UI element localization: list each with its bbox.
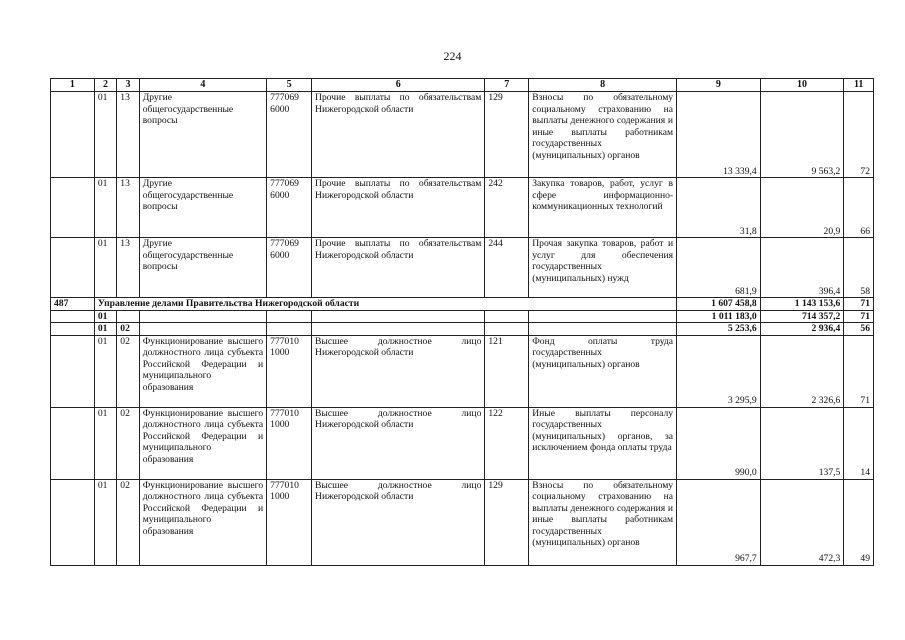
cell-target-code xyxy=(267,479,312,565)
cell-plan xyxy=(677,407,761,479)
cell-plan xyxy=(677,310,761,323)
cell-target-code xyxy=(267,92,312,178)
cell-subsection-name-text: Функционирование высшего должностного лица субъекта Российской Федерации и муниципального образования xyxy=(142,407,264,465)
cell-org-title-text: Управление делами Правительства Нижегородской области xyxy=(97,298,360,309)
header-cell: 1 xyxy=(51,79,95,92)
cell-target-code-text: 777010 1000 xyxy=(270,479,299,502)
cell-section xyxy=(94,178,116,238)
cell-subsection-name xyxy=(139,92,266,178)
cell-expense-type xyxy=(485,178,529,238)
cell-subsection-text: 13 xyxy=(120,178,130,189)
cell-percent xyxy=(844,335,874,407)
cell-target-name-text: Прочие выплаты по обязательствам Нижегородской области xyxy=(315,238,482,261)
cell-actual-text: 9 563,2 xyxy=(811,165,841,177)
cell-target-name-text: Высшее должностное лицо Нижегородской области xyxy=(315,335,482,358)
cell-section xyxy=(94,323,116,336)
cell-expense-type-text: 122 xyxy=(488,407,503,419)
cell-actual xyxy=(760,178,844,238)
cell-expense-name-text: Фонд оплаты труда государственных (муниципальных) органов xyxy=(532,335,674,370)
table-row xyxy=(51,92,874,178)
cell-org-code xyxy=(51,178,95,238)
table-row xyxy=(51,407,874,479)
cell-expense-name xyxy=(529,238,677,298)
table-row xyxy=(51,238,874,298)
cell-expense-name-text: Прочая закупка товаров, работ и услуг для обеспечения государственных (муниципальных) нужд xyxy=(532,238,674,284)
cell-actual-text: 396,4 xyxy=(818,285,841,297)
cell-percent-text: 71 xyxy=(860,395,870,406)
header-cell: 5 xyxy=(267,79,312,92)
cell-subsection xyxy=(117,407,139,479)
cell-empty xyxy=(51,323,95,336)
cell-percent-text: 14 xyxy=(860,467,870,478)
cell-org-code-text: 487 xyxy=(54,298,69,309)
cell-percent xyxy=(844,92,874,178)
cell-target-code-text: 777069 6000 xyxy=(270,238,299,261)
cell-target-name xyxy=(312,335,485,407)
cell-actual xyxy=(760,310,844,323)
cell-actual-text: 137,5 xyxy=(818,467,841,478)
cell-empty xyxy=(312,323,485,336)
cell-subsection-text: 02 xyxy=(120,323,130,334)
cell-percent-text: 72 xyxy=(860,165,870,177)
cell-actual xyxy=(760,238,844,298)
cell-actual xyxy=(760,92,844,178)
cell-expense-type xyxy=(485,479,529,565)
cell-section xyxy=(94,238,116,298)
cell-expense-type-text: 242 xyxy=(488,178,503,189)
cell-actual-text: 20,9 xyxy=(823,225,841,237)
cell-plan-text: 31,8 xyxy=(739,225,757,237)
cell-empty xyxy=(139,323,266,336)
organization-row xyxy=(51,298,874,311)
cell-percent xyxy=(844,323,874,336)
cell-target-name xyxy=(312,92,485,178)
cell-percent xyxy=(844,310,874,323)
cell-expense-type xyxy=(485,238,529,298)
cell-percent xyxy=(844,238,874,298)
cell-section xyxy=(94,335,116,407)
table-row xyxy=(51,479,874,565)
cell-org-title xyxy=(94,298,676,311)
header-cell: 8 xyxy=(529,79,677,92)
cell-plan-text: 1 607 458,8 xyxy=(711,298,757,309)
cell-expense-name xyxy=(529,92,677,178)
cell-section xyxy=(94,92,116,178)
cell-plan-text: 13 339,4 xyxy=(723,165,757,177)
cell-expense-type xyxy=(485,335,529,407)
cell-subsection xyxy=(117,323,139,336)
cell-org-code xyxy=(51,407,95,479)
cell-target-code xyxy=(267,178,312,238)
cell-plan-text: 5 253,6 xyxy=(727,323,757,334)
header-cell: 7 xyxy=(485,79,529,92)
cell-empty xyxy=(312,310,485,323)
cell-empty xyxy=(139,310,266,323)
header-cell: 11 xyxy=(844,79,874,92)
cell-actual-text: 2 326,6 xyxy=(811,395,841,406)
cell-expense-name-text: Взносы по обязательному социальному страхованию на выплаты денежного содержания и иные выплаты работникам государственных (муниципальных) органов xyxy=(532,479,674,548)
cell-actual-text: 2 936,4 xyxy=(811,323,841,334)
cell-expense-type-text: 129 xyxy=(488,92,503,103)
cell-plan-text: 990,0 xyxy=(735,467,757,478)
cell-plan-text: 681,9 xyxy=(735,285,757,297)
cell-actual xyxy=(760,298,844,311)
cell-target-code xyxy=(267,407,312,479)
cell-expense-type-text: 244 xyxy=(488,238,503,249)
header-cell: 4 xyxy=(139,79,266,92)
cell-target-name xyxy=(312,407,485,479)
cell-target-code-text: 777069 6000 xyxy=(270,92,299,115)
cell-actual-text: 714 357,2 xyxy=(801,310,841,322)
cell-section-text: 01 xyxy=(97,92,108,103)
cell-section-text: 01 xyxy=(97,178,108,189)
header-cell: 9 xyxy=(677,79,761,92)
cell-actual xyxy=(760,479,844,565)
cell-subsection xyxy=(117,310,139,323)
cell-plan-text: 967,7 xyxy=(735,553,757,564)
cell-target-name-text: Высшее должностное лицо Нижегородской области xyxy=(315,407,482,430)
cell-target-code xyxy=(267,335,312,407)
cell-target-name-text: Высшее должностное лицо Нижегородской области xyxy=(315,479,482,502)
cell-target-code xyxy=(267,238,312,298)
cell-section-text: 01 xyxy=(97,323,108,334)
cell-empty xyxy=(485,310,529,323)
cell-actual xyxy=(760,335,844,407)
cell-subsection-name-text: Другие общегосударственные вопросы xyxy=(142,92,234,126)
cell-plan xyxy=(677,92,761,178)
cell-target-name xyxy=(312,238,485,298)
cell-subsection-name xyxy=(139,238,266,298)
cell-subsection xyxy=(117,92,139,178)
cell-empty xyxy=(267,323,312,336)
cell-section-text: 01 xyxy=(97,310,108,322)
cell-percent xyxy=(844,298,874,311)
cell-expense-type-text: 121 xyxy=(488,335,503,347)
cell-subsection-name xyxy=(139,479,266,565)
cell-plan xyxy=(677,479,761,565)
cell-percent-text: 56 xyxy=(860,323,870,334)
table-row xyxy=(51,335,874,407)
cell-section-text: 01 xyxy=(97,407,108,419)
cell-subsection-name xyxy=(139,178,266,238)
cell-target-name xyxy=(312,479,485,565)
cell-target-code-text: 777010 1000 xyxy=(270,407,299,430)
cell-expense-name-text: Закупка товаров, работ, услуг в сфере информационно-коммуникационных технологий xyxy=(532,178,674,212)
cell-percent-text: 49 xyxy=(860,553,870,564)
cell-org-code xyxy=(51,92,95,178)
cell-subsection-name-text: Другие общегосударственные вопросы xyxy=(142,178,234,212)
cell-subsection-name xyxy=(139,335,266,407)
cell-subsection-text: 02 xyxy=(120,407,130,419)
table-row xyxy=(51,178,874,238)
cell-subsection-text: 13 xyxy=(120,92,130,103)
cell-percent-text: 71 xyxy=(860,310,870,322)
cell-expense-type xyxy=(485,407,529,479)
cell-actual xyxy=(760,323,844,336)
cell-percent xyxy=(844,479,874,565)
cell-target-name-text: Прочие выплаты по обязательствам Нижегородской области xyxy=(315,178,482,201)
cell-subsection-name-text: Другие общегосударственные вопросы xyxy=(142,238,234,272)
cell-actual xyxy=(760,407,844,479)
cell-org-code xyxy=(51,238,95,298)
cell-percent xyxy=(844,407,874,479)
header-row xyxy=(51,79,874,92)
page-number: 224 xyxy=(443,49,462,63)
cell-subsection xyxy=(117,479,139,565)
cell-subsection xyxy=(117,238,139,298)
cell-empty xyxy=(51,310,95,323)
cell-org-code xyxy=(51,298,95,311)
cell-section-text: 01 xyxy=(97,479,108,491)
cell-org-code xyxy=(51,335,95,407)
cell-section-text: 01 xyxy=(97,335,108,347)
section-row xyxy=(51,310,874,323)
cell-target-code-text: 777069 6000 xyxy=(270,178,299,201)
cell-subsection-name xyxy=(139,407,266,479)
header-cell: 2 xyxy=(94,79,116,92)
cell-plan xyxy=(677,323,761,336)
header-cell: 6 xyxy=(312,79,485,92)
cell-actual-text: 1 143 153,6 xyxy=(794,298,841,309)
cell-org-code xyxy=(51,479,95,565)
cell-plan xyxy=(677,298,761,311)
cell-plan xyxy=(677,178,761,238)
cell-section-text: 01 xyxy=(97,238,108,249)
cell-expense-name-text: Взносы по обязательному социальному страхованию на выплаты денежного содержания и иные выплаты работникам государственных (муниципальных) органов xyxy=(532,92,674,161)
cell-section xyxy=(94,407,116,479)
cell-empty xyxy=(529,310,677,323)
cell-section xyxy=(94,479,116,565)
header-cell: 10 xyxy=(760,79,844,92)
cell-target-name xyxy=(312,178,485,238)
cell-empty xyxy=(485,323,529,336)
section-row xyxy=(51,323,874,336)
cell-percent-text: 58 xyxy=(860,285,870,297)
cell-plan xyxy=(677,335,761,407)
budget-table xyxy=(50,78,874,566)
cell-expense-name xyxy=(529,335,677,407)
cell-expense-name-text: Иные выплаты персоналу государственных (муниципальных) органов, за исключением фонда оплаты труда xyxy=(532,407,674,453)
cell-subsection-text: 13 xyxy=(120,238,130,249)
cell-subsection xyxy=(117,178,139,238)
cell-expense-name xyxy=(529,178,677,238)
cell-plan xyxy=(677,238,761,298)
cell-expense-name xyxy=(529,407,677,479)
cell-expense-type-text: 129 xyxy=(488,479,503,491)
cell-section xyxy=(94,310,116,323)
cell-subsection-text: 02 xyxy=(120,479,130,491)
cell-expense-type xyxy=(485,92,529,178)
cell-percent xyxy=(844,178,874,238)
cell-subsection-text: 02 xyxy=(120,335,130,347)
cell-subsection-name-text: Функционирование высшего должностного лица субъекта Российской Федерации и муниципального образования xyxy=(142,479,264,537)
cell-subsection xyxy=(117,335,139,407)
cell-target-code-text: 777010 1000 xyxy=(270,335,299,358)
cell-plan-text: 3 295,9 xyxy=(727,395,757,406)
cell-empty xyxy=(529,323,677,336)
cell-plan-text: 1 011 183,0 xyxy=(711,310,757,322)
cell-empty xyxy=(267,310,312,323)
header-cell: 3 xyxy=(117,79,139,92)
cell-target-name-text: Прочие выплаты по обязательствам Нижегородской области xyxy=(315,92,482,115)
cell-expense-name xyxy=(529,479,677,565)
cell-percent-text: 71 xyxy=(860,298,870,309)
cell-percent-text: 66 xyxy=(860,225,870,237)
cell-actual-text: 472,3 xyxy=(818,553,841,564)
cell-subsection-name-text: Функционирование высшего должностного лица субъекта Российской Федерации и муниципального образования xyxy=(142,335,264,393)
